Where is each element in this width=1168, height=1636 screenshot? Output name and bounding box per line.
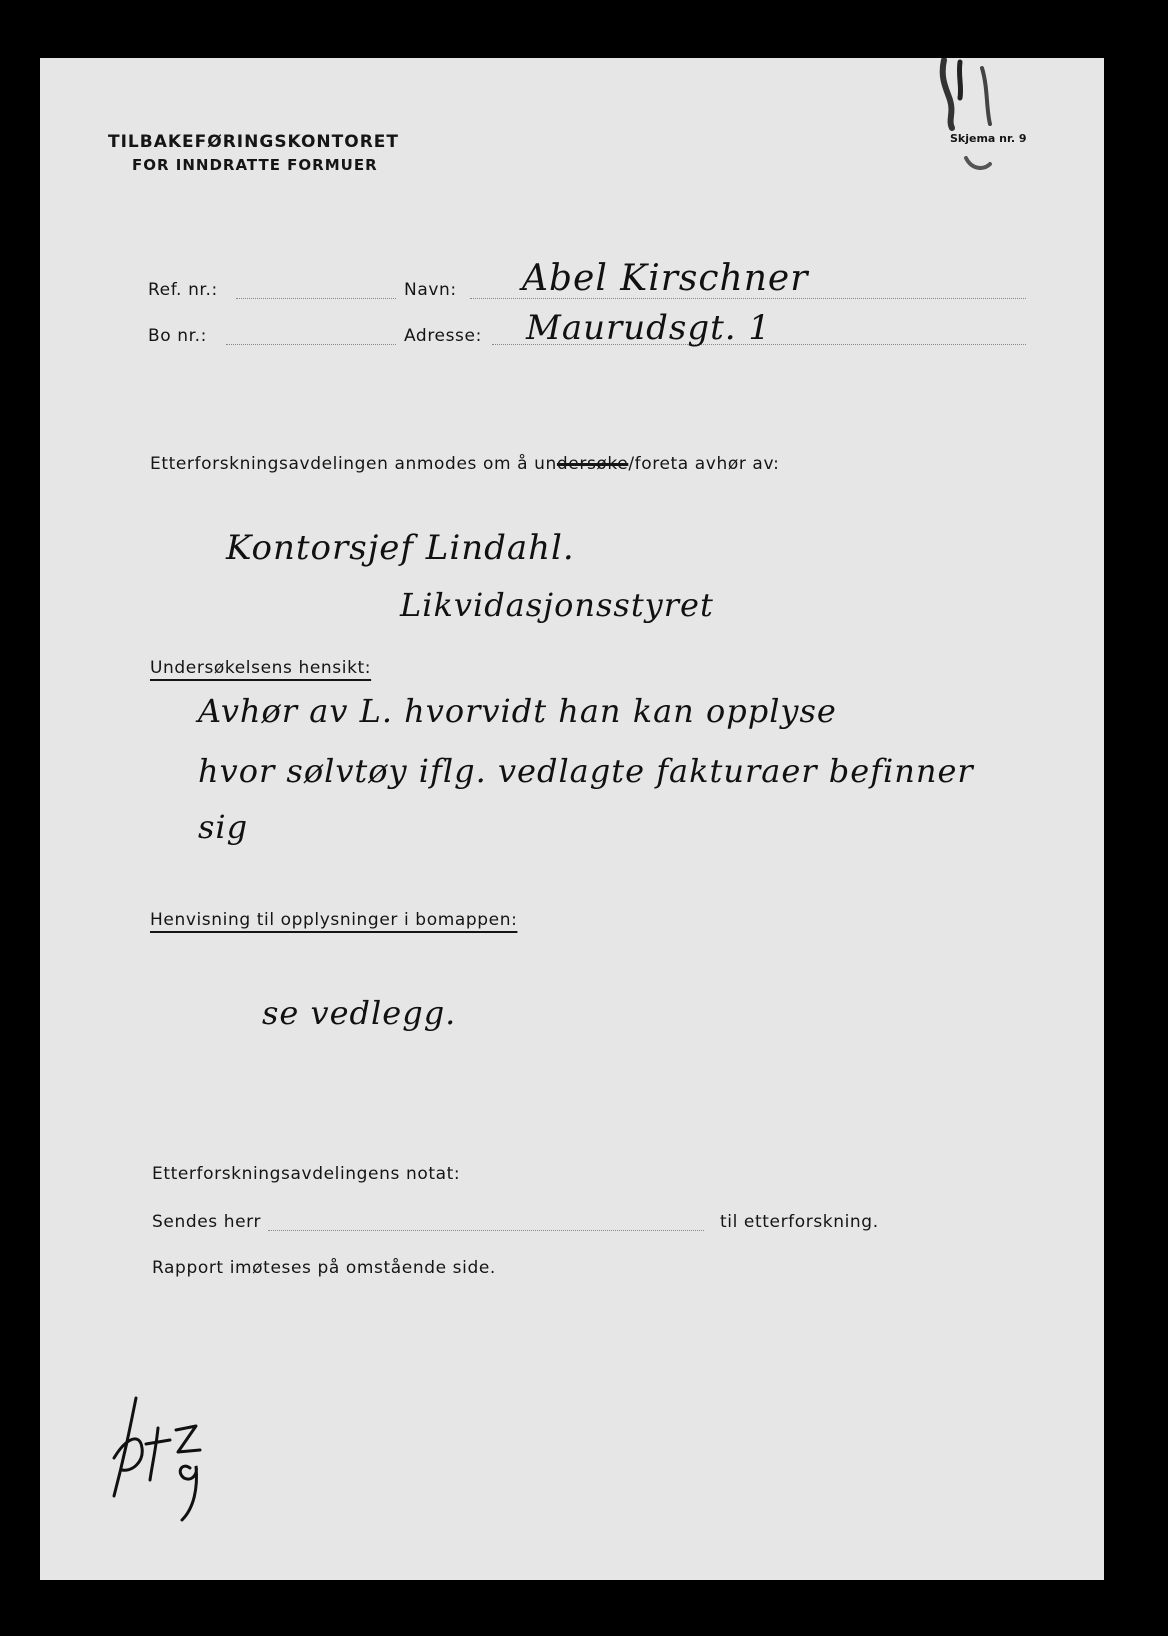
interviewee-organization: Likvidasjonsstyret (400, 586, 714, 624)
request-struck-text: dersøke (556, 454, 629, 474)
interviewee-name: Kontorsjef Lindahl. (226, 528, 575, 568)
navn-value: Abel Kirschner (522, 258, 809, 299)
purpose-line-1: Avhør av L. hvorvidt han kan opplyse (198, 692, 837, 730)
purpose-line-2: hvor sølvtøy iflg. vedlagte fakturaer befinner (198, 752, 974, 790)
request-text (150, 454, 780, 474)
ref-label: Ref. nr.: (148, 280, 218, 300)
reference-note: se vedlegg. (262, 994, 457, 1032)
bo-label: Bo nr.: (148, 326, 208, 346)
form-sheet (40, 58, 1104, 1580)
rapport-label: Rapport imøteses på omstående side. (152, 1258, 496, 1278)
adresse-value: Maurudsgt. 1 (526, 308, 772, 348)
purpose-heading: Undersøkelsens hensikt: (150, 658, 372, 678)
ink-smudge (900, 58, 1010, 188)
organization-subtitle: FOR INNDRATTE FORMUER (132, 156, 378, 174)
notat-label: Etterforskningsavdelingens notat: (152, 1164, 461, 1184)
form-number: Skjema nr. 9 (950, 132, 1027, 145)
handwritten-initials (106, 1388, 236, 1528)
sendes-label: Sendes herr (152, 1212, 262, 1232)
bo-field-line (226, 344, 396, 345)
sendes-field-line (268, 1230, 704, 1231)
purpose-line-3: sig (198, 808, 249, 846)
adresse-label: Adresse: (404, 326, 482, 346)
reference-heading: Henvisning til opplysninger i bomappen: (150, 910, 518, 930)
request-text-before: Etterforskningsavdelingen anmodes om å un (150, 454, 557, 474)
ref-field-line (236, 298, 396, 299)
organization-name: TILBAKEFØRINGSKONTORET (108, 132, 399, 152)
navn-label: Navn: (404, 280, 457, 300)
request-text-after: /foreta avhør av: (628, 454, 780, 474)
til-etterforskning-label: til etterforskning. (720, 1212, 879, 1232)
